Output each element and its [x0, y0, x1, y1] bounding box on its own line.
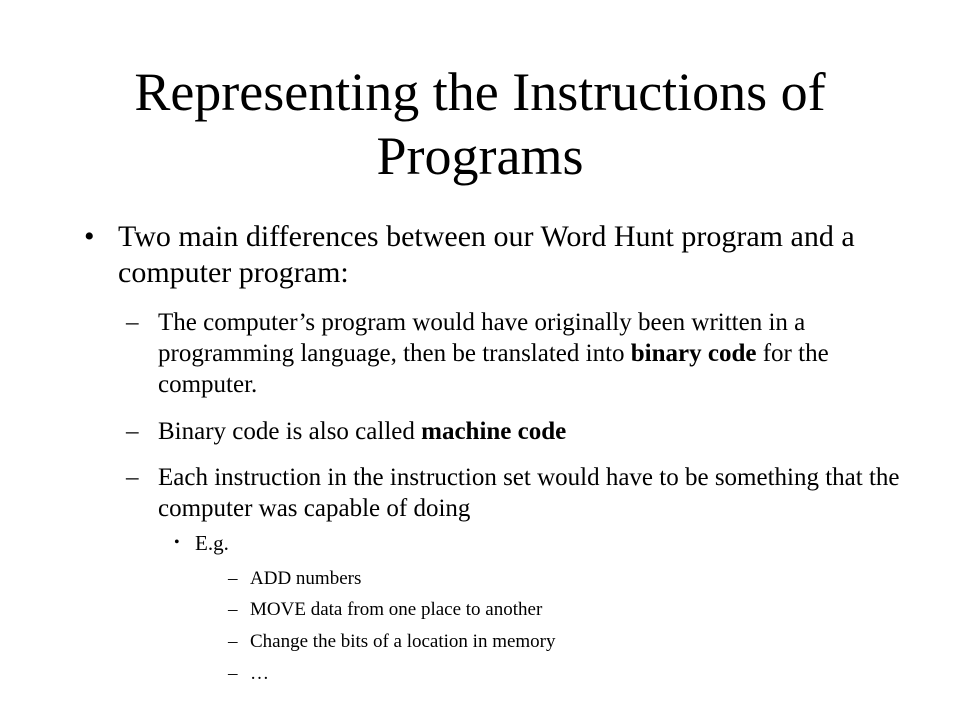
example-label: E.g.	[195, 531, 229, 555]
dash-icon: –	[228, 663, 238, 684]
bullet-dot-icon: •	[174, 534, 180, 551]
sub-bullet-text: Binary code is also called machine code	[158, 418, 567, 445]
example-item-move	[228, 598, 748, 622]
slide-title: Representing the Instructions of Programs	[134, 62, 826, 186]
sub-bullet-text: Each instruction in the instruction set would have to be something that the computer was capable of doing	[158, 464, 900, 522]
sub-bullet-translation	[126, 307, 906, 400]
main-bullet	[84, 219, 874, 291]
sub-bullet-text: The computer’s program would have originally been written in a programming language, then be translated into binary code for the computer.	[158, 309, 829, 398]
dash-icon: –	[126, 309, 139, 336]
dash-icon: –	[228, 631, 238, 652]
dash-icon: –	[126, 418, 139, 445]
bold-term: machine code	[421, 418, 567, 445]
example-item-text: ADD numbers	[250, 568, 362, 589]
example-bullet	[174, 530, 674, 556]
example-item-add	[228, 567, 748, 591]
example-item-text: Change the bits of a location in memory	[250, 631, 556, 652]
example-item-text: MOVE data from one place to another	[250, 599, 543, 620]
dash-icon: –	[228, 568, 238, 589]
example-item-ellipsis	[228, 662, 748, 686]
example-item-text: …	[250, 663, 269, 684]
dash-icon: –	[126, 464, 139, 491]
dash-icon: –	[228, 599, 238, 620]
example-item-change-bits	[228, 630, 748, 654]
main-bullet-text: Two main differences between our Word Hunt program and a computer program:	[118, 220, 855, 289]
sub-bullet-instruction-set	[126, 462, 906, 524]
bold-term: binary code	[630, 340, 757, 367]
bullet-dot-icon: •	[84, 220, 95, 253]
sub-bullet-machine-code	[126, 416, 906, 447]
